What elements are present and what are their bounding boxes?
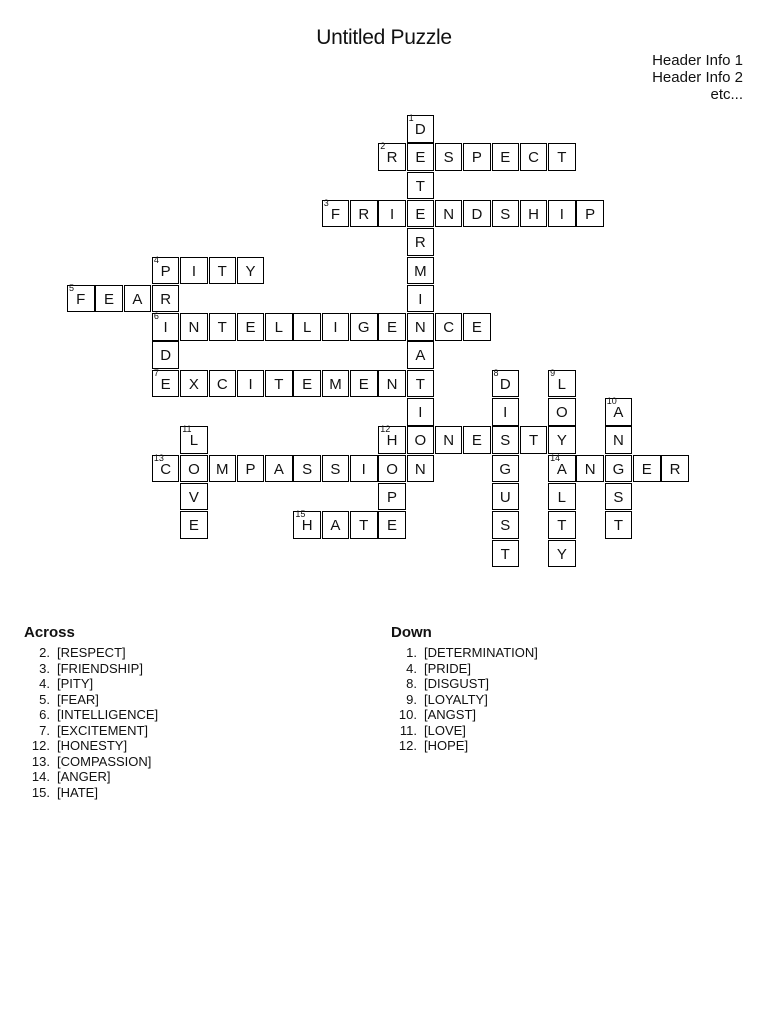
crossword-cell[interactable]: [152, 341, 180, 369]
crossword-cell[interactable]: [378, 143, 406, 171]
crossword-cell[interactable]: [152, 254, 180, 285]
cell-letter: I: [418, 290, 423, 308]
crossword-cell[interactable]: [548, 398, 576, 426]
cell-letter: O: [556, 404, 568, 421]
crossword-cell[interactable]: [322, 455, 350, 483]
clue-item-text: [LOVE]: [424, 722, 466, 738]
crossword-cell[interactable]: [463, 143, 491, 171]
clue-item-number: 5.: [39, 691, 50, 707]
header-info-line: etc...: [710, 86, 743, 103]
cell-letter: A: [330, 517, 341, 535]
clue-item-number: 4.: [39, 676, 50, 691]
crossword-cell[interactable]: [463, 200, 491, 228]
cell-letter: Y: [245, 262, 256, 280]
crossword-cell[interactable]: [265, 370, 293, 398]
cell-letter: C: [443, 319, 455, 337]
cell-letter: L: [557, 375, 567, 393]
crossword-cell[interactable]: [152, 367, 180, 398]
cell-letter: F: [330, 205, 341, 223]
cell-letter: M: [414, 262, 427, 280]
header-info-line: Header Info 2: [652, 69, 743, 86]
clue-item-text: [LOYALTY]: [424, 691, 488, 707]
cell-letter: A: [415, 347, 426, 365]
crossword-cell[interactable]: [407, 257, 435, 285]
crossword-cell[interactable]: [180, 483, 208, 511]
cell-letter: H: [386, 432, 398, 450]
crossword-cell[interactable]: [548, 511, 576, 539]
clue-item-text: [HATE]: [57, 784, 98, 800]
crossword-cell[interactable]: [435, 313, 463, 341]
crossword-cell[interactable]: [605, 455, 633, 483]
crossword-cell[interactable]: [633, 455, 661, 483]
crossword-cell[interactable]: [548, 143, 576, 171]
crossword-cell[interactable]: [322, 511, 350, 539]
cell-letter: S: [302, 460, 313, 478]
crossword-cell[interactable]: [548, 367, 576, 398]
clue-item: [391, 723, 538, 739]
clue-item-text: [PITY]: [57, 676, 94, 691]
cell-letter: E: [104, 290, 115, 308]
crossword-cell[interactable]: [435, 143, 463, 171]
crossword-cell[interactable]: [152, 313, 180, 341]
cell-letter: E: [471, 432, 482, 450]
crossword-cell[interactable]: [548, 540, 576, 568]
cell-letter: L: [557, 488, 567, 506]
cell-letter: I: [503, 404, 508, 421]
cell-letter: H: [301, 517, 313, 535]
cell-letter: S: [500, 517, 511, 535]
crossword-cell[interactable]: [605, 398, 633, 426]
clue-item: [24, 754, 158, 770]
cell-letter: N: [414, 460, 426, 478]
cell-letter: T: [415, 177, 425, 195]
cell-letter: E: [160, 375, 171, 393]
crossword-cell[interactable]: [661, 455, 689, 483]
clue-item: [24, 738, 158, 754]
cell-letter: R: [669, 460, 681, 478]
clue-number: 14: [550, 452, 561, 463]
crossword-cell[interactable]: [492, 367, 520, 398]
crossword-cell[interactable]: [322, 197, 350, 228]
cell-letter: S: [500, 432, 511, 450]
crossword-cell[interactable]: [463, 313, 491, 341]
crossword-cell[interactable]: [378, 313, 406, 341]
cell-letter: E: [188, 517, 199, 535]
crossword-cell[interactable]: [492, 483, 520, 511]
clue-number: 13: [153, 452, 164, 463]
clue-item: [391, 738, 538, 754]
cell-letter: T: [217, 262, 227, 280]
crossword-cell[interactable]: [492, 540, 520, 568]
cell-letter: E: [415, 149, 426, 167]
crossword-cell[interactable]: [407, 398, 435, 426]
crossword-cell[interactable]: [180, 313, 208, 341]
crossword-cell[interactable]: [350, 370, 378, 398]
cell-letter: F: [76, 290, 86, 308]
clue-item-number: 15.: [31, 784, 50, 800]
cell-letter: T: [557, 149, 567, 167]
cell-letter: U: [499, 488, 511, 506]
clue-number: 7: [153, 367, 159, 378]
crossword-cell[interactable]: [492, 511, 520, 539]
clue-item-text: [HONESTY]: [57, 738, 128, 753]
crossword-cell[interactable]: [407, 341, 435, 369]
clue-item: [391, 676, 538, 692]
clue-number: 11: [182, 424, 192, 435]
cell-letter: Y: [556, 432, 567, 450]
clue-number: 2: [380, 141, 386, 152]
crossword-cell[interactable]: [492, 200, 520, 228]
clue-item-text: [DISGUST]: [424, 676, 490, 691]
crossword-cell[interactable]: [124, 285, 152, 313]
crossword-cell[interactable]: [180, 511, 208, 539]
cell-letter: A: [613, 404, 624, 421]
clue-item: [24, 707, 158, 723]
crossword-cell[interactable]: [265, 455, 293, 483]
crossword-cell[interactable]: [605, 511, 633, 539]
cell-letter: E: [415, 205, 426, 223]
cell-letter: G: [357, 319, 370, 337]
clue-number: 5: [69, 282, 75, 293]
crossword-cell[interactable]: [407, 115, 435, 143]
clue-item-number: 12.: [398, 738, 417, 753]
crossword-cell[interactable]: [407, 200, 435, 228]
clue-item-text: [FRIENDSHIP]: [57, 660, 143, 676]
clue-item: [24, 785, 158, 801]
clue-item-number: 7.: [39, 722, 50, 738]
cell-letter: E: [641, 460, 652, 478]
clue-number: 1: [408, 113, 414, 123]
cell-letter: C: [528, 149, 539, 167]
crossword-cell[interactable]: [548, 452, 576, 483]
crossword-cell[interactable]: [378, 511, 406, 539]
cell-letter: C: [216, 375, 228, 393]
crossword-cell[interactable]: [152, 285, 180, 313]
crossword-cell[interactable]: [492, 455, 520, 483]
cell-letter: D: [499, 375, 511, 393]
cell-letter: N: [613, 432, 624, 450]
cell-letter: A: [556, 460, 567, 478]
crossword-cell[interactable]: [378, 483, 406, 511]
crossword-cell[interactable]: [180, 455, 208, 483]
cell-letter: N: [414, 319, 426, 337]
clue-item-number: 12.: [31, 738, 50, 753]
cell-letter: O: [414, 432, 427, 450]
cell-letter: E: [500, 149, 511, 167]
crossword-cell[interactable]: [237, 313, 265, 341]
crossword-cell[interactable]: [209, 455, 237, 483]
down-clues: [391, 624, 538, 754]
cell-letter: E: [387, 517, 398, 535]
cell-letter: T: [528, 432, 539, 450]
crossword-cell[interactable]: [605, 483, 633, 511]
cell-letter: T: [415, 375, 425, 393]
cell-letter: P: [585, 205, 596, 223]
clue-item-text: [RESPECT]: [57, 645, 126, 660]
across-clues: [24, 624, 158, 800]
down-clue-list: [391, 645, 538, 754]
clue-number: 12: [380, 424, 391, 435]
cell-letter: I: [418, 404, 423, 421]
crossword-cell[interactable]: [180, 370, 208, 398]
crossword-cell[interactable]: [548, 200, 576, 228]
cell-letter: N: [386, 375, 398, 393]
crossword-cell[interactable]: [435, 200, 463, 228]
clue-item-text: [ANGER]: [57, 769, 111, 784]
cell-letter: C: [160, 460, 172, 478]
clue-item-text: [FEAR]: [57, 691, 99, 707]
cell-letter: L: [189, 432, 199, 450]
page-title: Untitled Puzzle: [316, 26, 452, 49]
clue-item: [24, 645, 158, 661]
clue-item-number: 9.: [406, 691, 417, 707]
cell-letter: S: [330, 460, 341, 478]
crossword-cell[interactable]: [520, 426, 548, 454]
clue-item-number: 2.: [39, 645, 50, 660]
cell-letter: E: [358, 375, 369, 393]
clue-item: [24, 723, 158, 739]
cell-letter: T: [359, 517, 369, 535]
clue-item-number: 14.: [31, 769, 50, 784]
down-heading: Down: [391, 624, 432, 641]
crossword-cell[interactable]: [237, 257, 265, 285]
clue-item: [24, 676, 158, 692]
cell-letter: T: [557, 517, 567, 535]
cell-letter: L: [274, 319, 284, 337]
cell-letter: R: [414, 234, 426, 252]
crossword-cell[interactable]: [180, 426, 208, 454]
cell-letter: E: [387, 319, 398, 337]
clue-item-text: [DETERMINATION]: [424, 645, 538, 660]
cell-letter: R: [160, 290, 172, 308]
header-info-line: Header Info 1: [652, 52, 743, 69]
clue-number: 4: [153, 254, 159, 265]
crossword-cell[interactable]: [407, 143, 435, 171]
crossword-cell[interactable]: [520, 143, 548, 171]
crossword-cell[interactable]: [209, 313, 237, 341]
cell-letter: P: [160, 262, 171, 280]
crossword-cell[interactable]: [407, 172, 435, 200]
cell-letter: N: [443, 432, 455, 450]
crossword-cell[interactable]: [293, 455, 321, 483]
clue-number: 8: [493, 367, 499, 378]
cell-letter: N: [443, 205, 455, 223]
cell-letter: R: [386, 149, 398, 167]
cell-letter: I: [559, 205, 564, 223]
crossword-cell[interactable]: [265, 313, 293, 341]
cell-letter: S: [613, 488, 624, 506]
clue-item: [24, 769, 158, 785]
cell-letter: V: [188, 488, 199, 506]
clue-item-text: [HOPE]: [424, 738, 469, 753]
clue-item-number: 13.: [31, 753, 50, 769]
cell-letter: P: [387, 488, 398, 506]
crossword-cell[interactable]: [322, 370, 350, 398]
crossword-cell[interactable]: [407, 455, 435, 483]
crossword-cell[interactable]: [407, 285, 435, 313]
cell-letter: R: [358, 205, 370, 223]
cell-letter: I: [248, 375, 253, 393]
crossword-cell[interactable]: [378, 455, 406, 483]
cell-letter: O: [386, 460, 398, 478]
cell-letter: T: [217, 319, 227, 337]
cell-letter: D: [471, 205, 483, 223]
crossword-cell[interactable]: [350, 511, 378, 539]
cell-letter: E: [302, 375, 313, 393]
clue-item-number: 4.: [406, 660, 417, 676]
crossword-cell[interactable]: [67, 282, 95, 313]
cell-letter: L: [302, 319, 312, 337]
cell-letter: G: [499, 460, 512, 478]
crossword-cell[interactable]: [492, 143, 520, 171]
cell-letter: I: [389, 205, 395, 223]
cell-letter: P: [245, 460, 256, 478]
clue-item-text: [EXCITEMENT]: [57, 722, 149, 738]
clue-item: [391, 645, 538, 661]
clue-item-number: 8.: [406, 676, 417, 691]
crossword-cell[interactable]: [378, 426, 406, 454]
crossword-cell[interactable]: [520, 200, 548, 228]
cell-letter: A: [132, 290, 143, 308]
crossword-cell[interactable]: [95, 285, 123, 313]
cell-letter: I: [333, 319, 338, 337]
clue-number: 9: [550, 367, 556, 378]
crossword-cell[interactable]: [605, 426, 633, 454]
cell-letter: T: [500, 545, 510, 563]
clue-item-number: 6.: [39, 707, 50, 722]
across-clue-list: [24, 645, 158, 800]
cell-letter: O: [188, 460, 200, 478]
crossword-cell[interactable]: [293, 313, 321, 341]
crossword-cell[interactable]: [463, 426, 491, 454]
clue-item-number: 10.: [398, 707, 417, 722]
clue-number: 6: [153, 311, 159, 322]
clue-item-text: [INTELLIGENCE]: [57, 707, 159, 722]
clue-item: [24, 661, 158, 677]
cell-letter: H: [528, 205, 539, 223]
clue-item-text: [PRIDE]: [424, 660, 471, 676]
cell-letter: N: [584, 460, 596, 478]
crossword-cell[interactable]: [378, 370, 406, 398]
cell-letter: M: [216, 460, 229, 478]
crossword-cell[interactable]: [237, 370, 265, 398]
cell-letter: S: [443, 149, 454, 167]
crossword-cell[interactable]: [293, 511, 321, 539]
crossword-cell[interactable]: [350, 455, 378, 483]
crossword-cell[interactable]: [576, 455, 604, 483]
crossword-cell[interactable]: [378, 200, 406, 228]
crossword-cell[interactable]: [322, 313, 350, 341]
cell-letter: I: [191, 262, 197, 280]
crossword-cell[interactable]: [209, 257, 237, 285]
crossword-cell[interactable]: [407, 426, 435, 454]
cell-letter: T: [274, 375, 284, 393]
clue-item-number: 11.: [399, 722, 417, 738]
cell-letter: D: [160, 347, 172, 365]
crossword-cell[interactable]: [237, 455, 265, 483]
crossword-cell[interactable]: [293, 370, 321, 398]
clue-number: 10: [606, 396, 617, 406]
cell-letter: E: [245, 319, 256, 337]
clue-number: 15: [295, 509, 306, 520]
across-heading: Across: [24, 624, 75, 641]
clue-item: [391, 661, 538, 677]
crossword-cell[interactable]: [407, 228, 435, 256]
cell-letter: I: [361, 460, 366, 478]
cell-letter: Y: [556, 545, 567, 563]
cell-letter: G: [612, 460, 625, 478]
cell-letter: S: [500, 205, 511, 223]
crossword-cell[interactable]: [492, 398, 520, 426]
crossword-cell[interactable]: [180, 257, 208, 285]
cell-letter: P: [471, 149, 482, 167]
cell-letter: I: [163, 319, 168, 337]
cell-letter: N: [188, 319, 200, 337]
clue-item-text: [COMPASSION]: [57, 753, 152, 769]
crossword-cell[interactable]: [152, 452, 180, 483]
crossword-cell[interactable]: [407, 313, 435, 341]
clue-item-number: 1.: [406, 645, 417, 660]
cell-letter: M: [329, 375, 342, 393]
cell-letter: D: [414, 121, 426, 138]
clue-item: [391, 707, 538, 723]
crossword-cell[interactable]: [435, 426, 463, 454]
crossword-cell[interactable]: [548, 426, 576, 454]
crossword-cell[interactable]: [350, 200, 378, 228]
clue-item-text: [ANGST]: [424, 707, 477, 722]
cell-letter: T: [613, 517, 624, 535]
clue-number: 3: [323, 197, 329, 208]
crossword-cell[interactable]: [576, 200, 604, 228]
cell-letter: E: [471, 319, 482, 337]
clue-item-number: 3.: [39, 660, 50, 676]
cell-letter: A: [273, 460, 284, 478]
crossword-cell[interactable]: [548, 483, 576, 511]
crossword-cell[interactable]: [407, 370, 435, 398]
clue-item: [24, 692, 158, 708]
crossword-cell[interactable]: [492, 426, 520, 454]
cell-letter: X: [188, 375, 199, 393]
clue-item: [391, 692, 538, 708]
crossword-cell[interactable]: [350, 313, 378, 341]
crossword-cell[interactable]: [209, 370, 237, 398]
